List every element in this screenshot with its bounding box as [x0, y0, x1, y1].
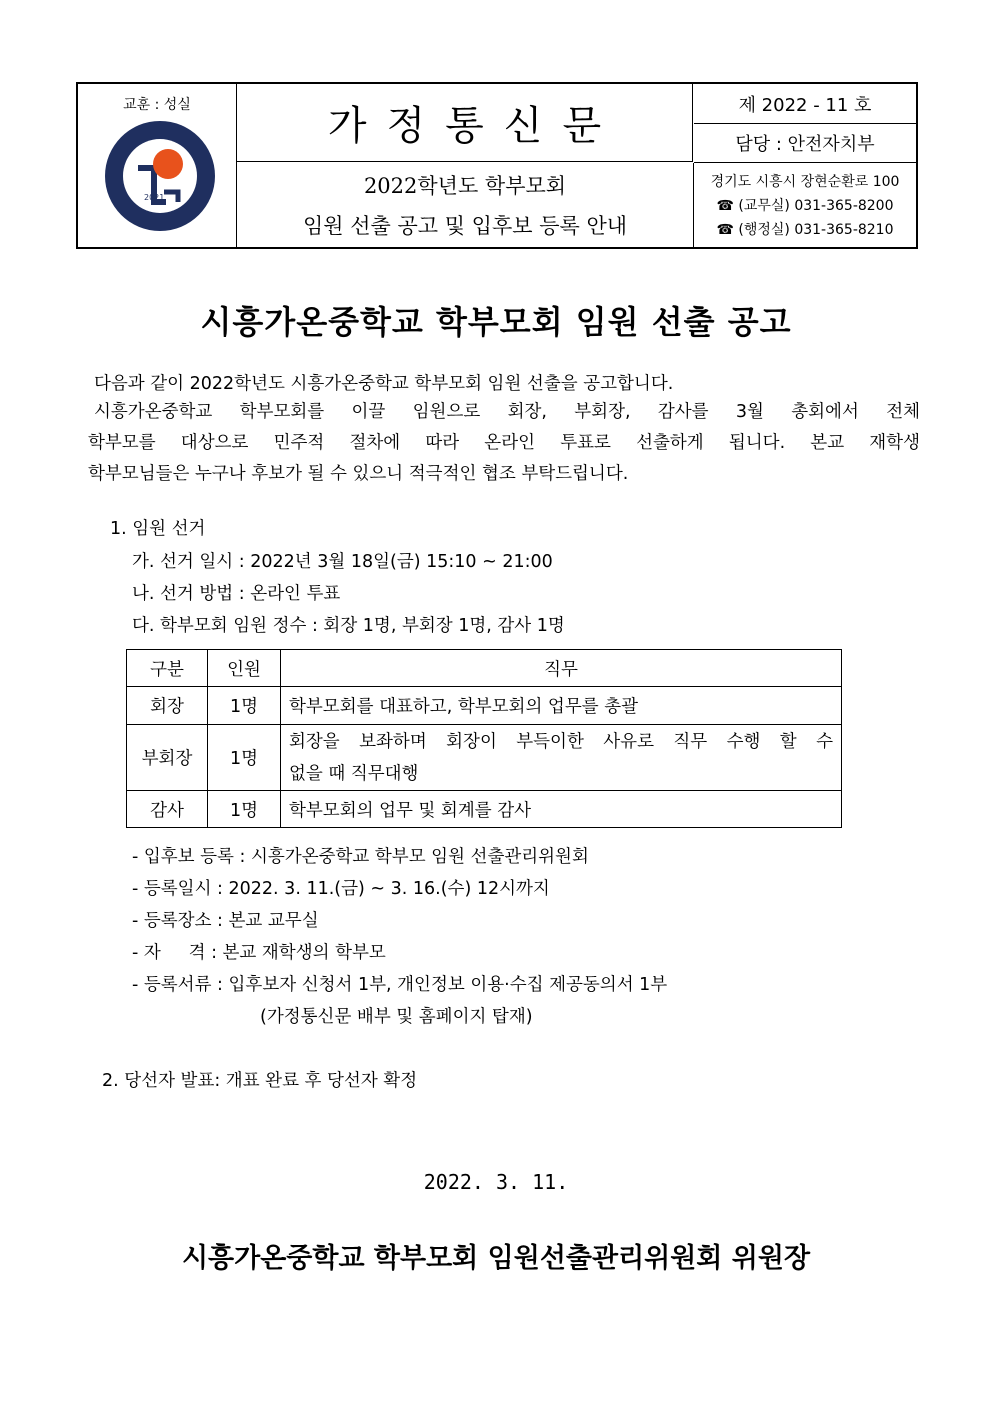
table-row [127, 725, 842, 791]
registration-period: - 등록일시 : 2022. 3. 11.(금) ~ 3. 16.(수) 12시까지 [132, 879, 550, 899]
cell-duty: 학부모회의 업무 및 회계를 감사 [281, 791, 842, 828]
letter-title: 가정통신문 [237, 84, 693, 162]
documents-note: (가정통신문 배부 및 홈페이지 탑재) [260, 1007, 533, 1027]
subtitle-line-1: 2022학년도 학부모회 [363, 174, 567, 198]
cell-duty [281, 725, 842, 791]
duty-line-2: 없을 때 직무대행 [289, 763, 419, 784]
letter-subtitle [237, 163, 694, 247]
required-documents: - 등록서류 : 입후보자 신청서 1부, 개인정보 이용·수집 제공동의서 1부 [132, 975, 668, 995]
table-header-row [127, 650, 842, 687]
cell-role: 부회장 [127, 725, 208, 791]
phone-office: ☎ (교무실) 031-365-8200 [716, 198, 894, 214]
cell-role: 감사 [127, 791, 208, 828]
registration-committee: - 입후보 등록 : 시흥가온중학교 학부모 임원 선출관리위원회 [132, 847, 589, 867]
school-emblem [104, 120, 216, 232]
cell-count: 1명 [208, 687, 281, 725]
th-role: 구분 [127, 650, 208, 687]
section-1-heading: 1. 임원 선거 [110, 519, 206, 539]
address: 경기도 시흥시 장현순환로 100 [710, 174, 900, 190]
intro-line-3: 학부모를 대상으로 민주적 절차에 따라 온라인 투표로 선출하게 됩니다. 본교 재학생 [88, 433, 920, 453]
intro-line-4: 학부모님들은 누구나 후보가 될 수 있으니 적극적인 협조 부탁드립니다. [88, 464, 629, 484]
th-duty: 직무 [281, 650, 842, 687]
signature-line: 시흥가온중학교 학부모회 임원선출관리위원회 위원장 [181, 1243, 811, 1274]
school-motto: 교훈 : 성실 [123, 97, 191, 113]
issue-number: 제 2022 - 11 호 [694, 84, 916, 124]
cell-role: 회장 [127, 687, 208, 725]
election-method: 나. 선거 방법 : 온라인 투표 [132, 584, 341, 604]
th-count: 인원 [208, 650, 281, 687]
intro-line-1: 다음과 같이 2022학년도 시흥가온중학교 학부모회 임원 선출을 공고합니다. [94, 374, 674, 394]
subtitle-line-2: 임원 선출 공고 및 입후보 등록 안내 [302, 214, 628, 238]
section-2-heading: 2. 당선자 발표: 개표 완료 후 당선자 확정 [102, 1071, 418, 1091]
duty-line-1: 회장을 보좌하며 회장이 부득이한 사유로 직무 수행 할 수 [289, 731, 833, 752]
table-row [127, 687, 842, 725]
logo-year: 2021 [144, 193, 165, 202]
school-logo-cell [78, 84, 237, 247]
duty-table [126, 649, 842, 828]
cell-duty: 학부모회를 대표하고, 학부모회의 업무를 총괄 [281, 687, 842, 725]
election-date: 가. 선거 일시 : 2022년 3월 18일(금) 15:10 ~ 21:00 [132, 552, 553, 572]
table-row [127, 791, 842, 828]
notice-title: 시흥가온중학교 학부모회 임원 선출 공고 [200, 303, 792, 341]
letter-header [76, 82, 918, 249]
intro-line-2: 시흥가온중학교 학부모회를 이끌 임원으로 회장, 부회장, 감사를 3월 총회에서 전체 [94, 402, 920, 422]
registration-place: - 등록장소 : 본교 교무실 [132, 911, 319, 931]
cell-count: 1명 [208, 725, 281, 791]
cell-count: 1명 [208, 791, 281, 828]
officer-quota: 다. 학부모회 임원 정수 : 회장 1명, 부회장 1명, 감사 1명 [132, 616, 565, 636]
department: 담당 : 안전자치부 [694, 124, 916, 163]
eligibility: - 자 격 : 본교 재학생의 학부모 [132, 943, 386, 963]
issue-date: 2022. 3. 11. [423, 1170, 569, 1194]
phone-admin: ☎ (행정실) 031-365-8210 [716, 222, 894, 238]
school-contact [694, 163, 916, 247]
